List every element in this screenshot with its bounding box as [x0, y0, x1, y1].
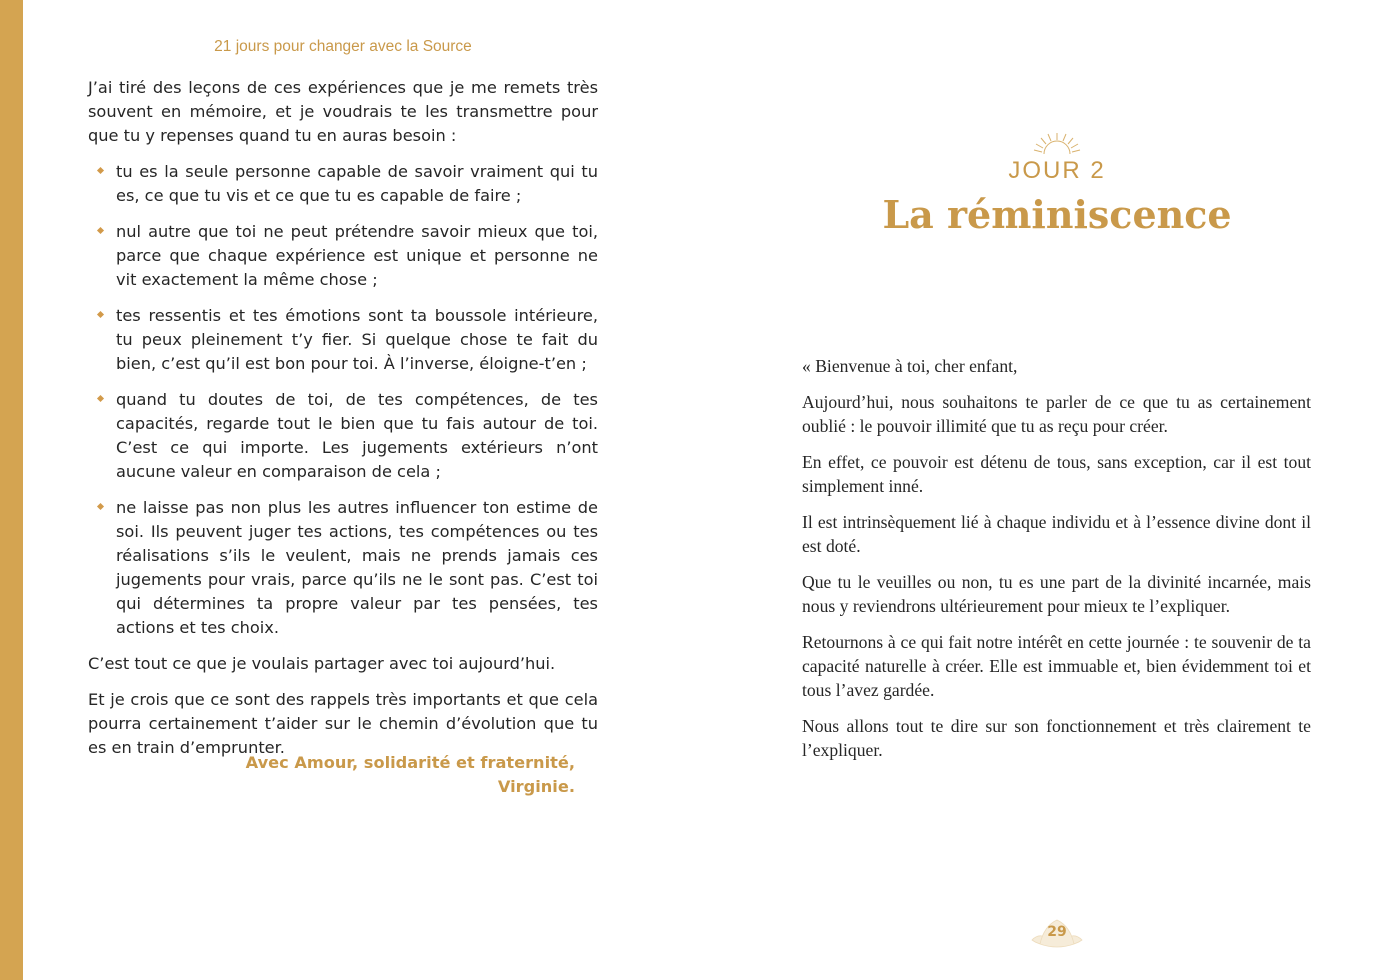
diamond-bullet-icon	[97, 311, 104, 318]
page-number-block	[1028, 914, 1086, 952]
sunburst-icon	[1030, 132, 1084, 160]
signature-name: Virginie.	[497, 777, 575, 796]
body-paragraph: Retournons à ce qui fait notre intérêt en cette journée : te souvenir de ta capacité naturelle à créer. Elle est immuable et, bien évidemment toi et tous l’avez gardée.	[802, 632, 1311, 700]
diamond-bullet-icon	[97, 167, 104, 174]
list-item-text: tes ressentis et tes émotions sont ta boussole intérieure, tu peux pleinement t’y fier. Si quelque chose te fait du bien, c’est qu’il est bon pour toi. À l’inverse, éloigne-t’en ;	[116, 306, 598, 373]
body-paragraph: « Bienvenue à toi, cher enfant,	[802, 356, 1018, 376]
list-item	[88, 160, 598, 208]
closing-paragraph: C’est tout ce que je voulais partager avec toi aujourd’hui.	[88, 654, 556, 673]
list-item-text: nul autre que toi ne peut prétendre savoir mieux que toi, parce que chaque expérience est unique et personne ne vit exactement la même chose ;	[116, 222, 598, 289]
body-paragraph: Aujourd’hui, nous souhaitons te parler de ce que tu as certainement oublié : le pouvoir illimité que tu as reçu pour créer.	[802, 392, 1311, 436]
chapter-title: La réminiscence	[882, 192, 1232, 237]
intro-paragraph: J’ai tiré des leçons de ces expériences que je me remets très souvent en mémoire, et je voudrais te les transmettre pour que tu y repenses quand tu en auras besoin :	[88, 78, 598, 145]
signature-line: Avec Amour, solidarité et fraternité,	[245, 753, 575, 772]
list-item-text: ne laisse pas non plus les autres influencer ton estime de soi. Ils peuvent juger tes actions, tes compétences ou tes réalisations s’ils le veulent, mais ne prends jamais ces jugements pour vrais, parce qu’ils ne le sont pas. C’est toi qui détermines ta propre valeur par tes pensées, tes actions et tes choix.	[116, 498, 598, 637]
left-page-body	[88, 76, 598, 772]
page-number: 29	[1047, 924, 1067, 940]
signature-block	[88, 751, 575, 799]
diamond-bullet-icon	[97, 227, 104, 234]
list-item	[88, 388, 598, 484]
running-header: 21 jours pour changer avec la Source	[214, 38, 472, 55]
list-item-text: tu es la seule personne capable de savoir vraiment qui tu es, ce que tu vis et ce que tu es capable de faire ;	[116, 162, 598, 205]
diamond-bullet-icon	[97, 503, 104, 510]
diamond-bullet-icon	[97, 395, 104, 402]
closing-paragraph: Et je crois que ce sont des rappels très importants et que cela pourra certainement t’aider sur le chemin d’évolution que tu es en train d’emprunter.	[88, 690, 598, 757]
lessons-list	[88, 160, 598, 640]
body-paragraph: Il est intrinsèquement lié à chaque individu et à l’essence divine dont il est doté.	[802, 512, 1311, 556]
body-paragraph: Nous allons tout te dire sur son fonctionnement et très clairement te l’expliquer.	[802, 716, 1311, 760]
list-item-text: quand tu doutes de toi, de tes compétences, de tes capacités, regarde tout le bien que tu fais autour de toi. C’est ce qui importe. Les jugements extérieurs n’ont aucune valeur en comparaison de cela ;	[116, 390, 598, 481]
list-item	[88, 496, 598, 640]
day-label: JOUR 2	[1008, 157, 1106, 184]
list-item	[88, 220, 598, 292]
list-item	[88, 304, 598, 376]
book-edge-bar	[0, 0, 23, 980]
body-paragraph: Que tu le veuilles ou non, tu es une part de la divinité incarnée, mais nous y reviendrons ultérieurement pour mieux te l’expliquer.	[802, 572, 1311, 616]
right-page-body	[802, 354, 1311, 774]
body-paragraph: En effet, ce pouvoir est détenu de tous, sans exception, car il est tout simplement inné.	[802, 452, 1311, 496]
